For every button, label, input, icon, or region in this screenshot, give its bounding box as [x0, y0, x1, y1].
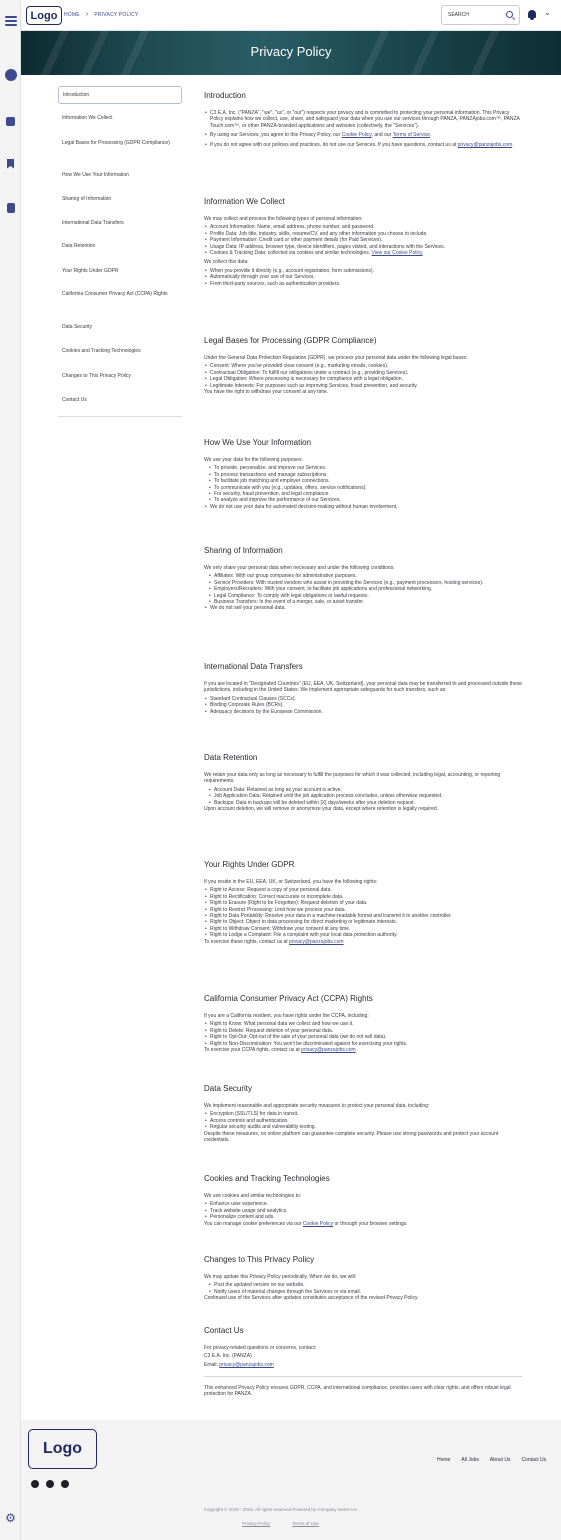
cookie-policy-link[interactable]: View our Cookie Policy — [371, 250, 423, 257]
search-placeholder: SEARCH — [448, 12, 469, 18]
list-item: • Notify users of material changes through the Services or via email. — [204, 1289, 522, 1295]
toc-item-how-we-use[interactable]: How We Use Your Information — [62, 172, 129, 178]
list-item: • Usage Data: IP address, browser type, device identifiers, pages visited, and interactions with the Services. — [204, 244, 522, 250]
list-item: • From third-party sources, such as authentication providers. — [204, 281, 522, 287]
list-item: • Right to Delete: Request deletion of your personal data. — [204, 1028, 522, 1034]
section-heading: Changes to This Privacy Policy — [204, 1255, 315, 1264]
list-item: • When you provide it directly (e.g., account registration, form submissions). — [204, 268, 522, 274]
terms-of-use-link[interactable]: Terms of Use — [292, 1521, 319, 1526]
list-item: • Employers/Recruiters: With your consent, to facilitate job applications and professional networking. — [204, 586, 522, 592]
bookmark-icon[interactable] — [4, 157, 17, 170]
list-item: • Regular security audits and vulnerability testing. — [204, 1124, 522, 1130]
section-contact: Contact Us For privacy-related questions or concerns, contact: C3 E.A. Inc. (PANZA) Email: privacy@panzajobs.com — [204, 1326, 522, 1370]
page-title: Privacy Policy — [250, 44, 332, 59]
email-link[interactable]: privacy@panzajobs.com — [301, 1047, 356, 1054]
briefcase-icon[interactable] — [4, 115, 17, 128]
cookie-policy-link[interactable]: Cookie Policy — [341, 132, 372, 139]
toc-item-sharing[interactable]: Sharing of Information — [62, 196, 112, 202]
list-item: • Track website usage and analytics. — [204, 1208, 522, 1214]
list-item: • Right to Withdraw Consent: Withdraw your consent at any time. — [204, 926, 522, 932]
section-heading: Sharing of Information — [204, 546, 283, 555]
search-icon[interactable] — [506, 11, 513, 18]
dashboard-icon[interactable] — [4, 68, 17, 81]
footer-link-all-jobs[interactable]: All Jobs — [461, 1457, 479, 1463]
section-heading: How We Use Your Information — [204, 438, 312, 447]
list-item: • Personalize content and ads. — [204, 1214, 522, 1220]
list-item: • Service Providers: With trusted vendors who assist in providing the Services (e.g., payment processors, hosting services). — [204, 580, 522, 586]
toc-item-international-transfers[interactable]: International Data Transfers — [62, 220, 124, 226]
toc-item-changes[interactable]: Changes to This Privacy Policy — [62, 373, 131, 379]
social-links — [31, 1480, 69, 1488]
list-item: • Backups: Data in backups will be deleted within [X] days/weeks after your deletion request. — [204, 800, 522, 806]
section-heading: Contact Us — [204, 1326, 244, 1335]
list-item: • Right to Opt-Out: Opt-out of the sale of your personal data (we do not sell data). — [204, 1034, 522, 1040]
paragraph: • If you do not agree with our policies and practices, do not use our Services. If you have questions, contact us at privacy@panzajobs.com. — [204, 142, 522, 148]
list-item: • Job Application Data: Retained until the job application process concludes, unless otherwise requested. — [204, 793, 522, 799]
list-item: • Legal Compliance: To comply with legal obligations or lawful requests. — [204, 593, 522, 599]
section-heading: Data Retention — [204, 753, 258, 762]
list-item: • Payment Information: Credit card or other payment details (for Paid Services). — [204, 237, 522, 243]
breadcrumb — [64, 11, 138, 18]
section-ccpa-rights: California Consumer Privacy Act (CCPA) Rights If you are a California resident, you have rights under the CCPA, including: • Right to Know: What personal data we collect and how we use it. • Right to Delete: Request deletion of your personal data. • Right to Opt-Out: Opt-out of the sale of your personal data (we do not sell data). • Right to Non-Discrimination: You won't be discriminated against for exercising your rights. To exercise your CCPA rights, contact us at privacy@panzajobs.com — [204, 994, 522, 1055]
list-item: • Standard Contractual Clauses (SCCs). — [204, 696, 522, 702]
list-item: • Right to Non-Discrimination: You won't be discriminated against for exercising your rights. — [204, 1041, 522, 1047]
section-introduction — [204, 91, 522, 148]
list-item: • Post the updated version on our website. — [204, 1282, 522, 1288]
list-item: • Encryption (SSL/TLS) for data in transit. — [204, 1111, 522, 1117]
toc-item-legal-bases[interactable]: Legal Bases for Processing (GDPR Compliance) — [62, 140, 170, 146]
list-item: • Right to Know: What personal data we collect and how we use it. — [204, 1021, 522, 1027]
settings-gear-icon[interactable]: ⚙ — [5, 1510, 16, 1525]
list-item: • Right to Lodge a Complaint: File a complaint with your local data protection authority. — [204, 932, 522, 938]
toc-item-introduction[interactable]: Introduction — [58, 86, 182, 104]
section-legal-bases: Legal Bases for Processing (GDPR Compliance) Under the General Data Protection Regulation (GDPR), we process your personal data under the following legal bases: • Consent: Where you've provided clear consent (e.g., marketing emails, cookies). • Contractual Obligation: To fulfill our obligations under a contract (e.g., providing Services). • Legal Obligation: Where processing is necessary for compliance with a legal obligation. • Legitimate Interests: For purposes such as improving Services, fraud prevention, and security. You have the right to withdraw your consent at any time. — [204, 336, 522, 397]
left-rail — [0, 0, 21, 1540]
list-item: • Right to Access: Request a copy of your personal data. — [204, 887, 522, 893]
copyright-text: Copyright © 2019 - 2025. All rights reserved Powered by Company Name Inc — [203, 1507, 358, 1512]
section-gdpr-rights: Your Rights Under GDPR If you reside in the EU, EEA, UK, or Switzerland, you have the following rights: • Right to Access: Request a copy of your personal data. • Right to Rectification: Correct inaccurate or incomplete data. • Right to Erasure (Right to be Forgotten): Request deletion of your data. • Right to Restrict Processing: Limit how we process your data. • Right to Data Portability: Receive your data in a machine-readable format and transmit it to another controller. • Right to Object: Object to data processing for direct marketing or legitimate interests. • Right to Withdraw Consent: Withdraw your consent at any time. • Right to Lodge a Complaint: File a complaint with your local data protection authority. To exercise these rights, contact us at privacy@panzajobs.com — [204, 860, 522, 947]
section-data-retention: Data Retention We retain your data only as long as necessary to fulfill the purposes for which it was collected, including legal, accounting, or reporting requirements. • Account Data: Retained as long as your account is active. • Job Application Data: Retained until the job application process concludes, unless otherwise requested. • Backups: Data in backups will be deleted within [X] days/weeks after your deletion request. Upon account deletion, we will remove or anonymize your data, except where retention is legally required. — [204, 753, 522, 814]
list-item: • Affiliates: With our group companies for administrative purposes. — [204, 573, 522, 579]
toc-item-data-retention[interactable]: Data Retention — [62, 243, 96, 249]
list-item: • Legitimate Interests: For purposes such as improving Services, fraud prevention, and security. — [204, 383, 522, 389]
list-item: • We do not sell your personal data. — [204, 605, 522, 611]
list-item: • Automatically through your use of our Services. — [204, 274, 522, 280]
section-heading: California Consumer Privacy Act (CCPA) Rights — [204, 994, 373, 1003]
footer-nav — [437, 1457, 546, 1463]
list-item: • Adequacy decisions by the European Commission. — [204, 709, 522, 715]
section-how-we-use: How We Use Your Information We use your data for the following purposes: • To provide, personalize, and improve our Services. • To process transactions and manage subscriptions. • To facilitate job matching and employer connections. • To communicate with you (e.g., updates, offers, service notifications). • For security, fraud prevention, and legal compliance. • To analyze and improve the performance of our Services. • We do not use your data for automated decision-making without human involvement. — [204, 438, 522, 510]
list-item: • Right to Rectification: Correct inaccurate or incomplete data. — [204, 894, 522, 900]
list-item: • We do not use your data for automated decision-making without human involvement. — [204, 504, 522, 510]
linkedin-icon[interactable] — [46, 1480, 54, 1488]
paragraph: • By using our Services, you agree to this Privacy Policy, our Cookie Policy, and our Terms of Service. — [204, 132, 522, 138]
footer-logo[interactable]: Logo — [28, 1429, 97, 1469]
list-item: • To provide, personalize, and improve our Services. — [204, 465, 522, 471]
list-item: • Cookies & Tracking Data: collected via cookies and similar technologies. View our Cookie Policy — [204, 250, 522, 256]
breadcrumb-current: PRIVACY POLICY — [94, 11, 139, 18]
list-item: • Profile Data: Job title, industry, skills, resume/CV, and any other information you choose to include. — [204, 231, 522, 237]
email-link[interactable]: privacy@panzajobs.com — [457, 141, 513, 148]
notification-bell-icon[interactable] — [528, 10, 536, 18]
section-heading: Information We Collect — [204, 197, 285, 206]
list-item: • To facilitate job matching and employer connections. — [204, 478, 522, 484]
list-item: • Right to Restrict Processing: Limit how we process your data. — [204, 907, 522, 913]
list-item: • To analyze and improve the performance of our Services. — [204, 497, 522, 503]
privacy-policy-link[interactable]: Privacy Policy — [242, 1521, 271, 1526]
chevron-down-icon[interactable]: ⌄ — [544, 8, 551, 17]
list-item: • Account Data: Retained as long as your account is active. — [204, 787, 522, 793]
top-header — [21, 0, 561, 31]
toc-item-information-we-collect[interactable]: Information We Collect — [62, 115, 113, 121]
toc-item-contact[interactable]: Contact Us — [62, 397, 87, 403]
list-item: • Legal Obligation: Where processing is necessary for compliance with a legal obligation. — [204, 376, 522, 382]
section-heading: Legal Bases for Processing (GDPR Compliance) — [204, 336, 377, 345]
facebook-icon[interactable] — [31, 1480, 39, 1488]
paragraph: • C3 E.A. Inc. ("PANZA", "we", "us", or "our") respects your privacy and is committed to protecting your personal information. This Privacy Policy explains how we collect, use, share, and safeguard your data when you use our services through PANZA, PANZAjobs.com™, PANZA Touch.com™, or other PANZA-branded applications and websites (collectively, the "Services"). — [204, 110, 522, 129]
footer-link-contact-us[interactable]: Contact Us — [521, 1457, 547, 1463]
closing-statement: This enhanced Privacy Policy ensures GDPR, CCPA, and international compliance, provides users with clear rights, and offers robust legal protection for PANZA. — [204, 1376, 522, 1398]
breadcrumb-home[interactable]: HOME — [64, 11, 80, 18]
instagram-icon[interactable] — [61, 1480, 69, 1488]
list-item: • Enhance user experience. — [204, 1201, 522, 1207]
section-international-transfers: International Data Transfers If you are located in "Designated Countries" (EU, EEA, UK, Switzerland), your personal data may be transferred to and processed outside these jurisdictions, including in the United States. We implement appropriate safeguards for such transfers, such as: • Standard Contractual Clauses (SCCs). • Binding Corporate Rules (BCRs). • Adequacy decisions by the European Commission. — [204, 662, 522, 715]
list-item: • Account Information: Name, email address, phone number, and password. — [204, 224, 522, 230]
section-cookies: Cookies and Tracking Technologies We use cookies and similar technologies to: • Enhance user experience. • Track website usage and analytics. • Personalize content and ads. You can manage cookie preferences via our Cookie Policy or through your browser settings. — [204, 1174, 522, 1229]
section-heading: International Data Transfers — [204, 662, 303, 671]
document-icon[interactable] — [4, 201, 17, 214]
section-data-security: Data Security We implement reasonable and appropriate security measures to protect your personal data, including: • Encryption (SSL/TLS) for data in transit. • Access controls and authentication. • Regular security audits and vulnerability testing. Despite these measures, no online platform can guarantee complete security. Please use strong passwords and protect your account credentials. — [204, 1084, 522, 1145]
section-heading: Data Security — [204, 1084, 253, 1093]
header-logo[interactable]: Logo — [26, 6, 62, 25]
section-information-we-collect: Information We Collect We may collect and process the following types of personal information: • Account Information: Name, email address, phone number, and password. • Profile Data: Job title, industry, skills, resume/CV, and any other information you choose to include. • Payment Information: Credit card or other payment details (for Paid Services). • Usage Data: IP address, browser type, device identifiers, pages visited, and interactions with the Services. • Cookies & Tracking Data: collected via cookies and similar technologies. View our Cookie Policy We collect this data: • When you provide it directly (e.g., account registration, form submissions). • Automatically through your use of our Services. • From third-party sources, such as authentication providers. — [204, 197, 522, 287]
toc-divider — [58, 416, 182, 417]
section-heading: Your Rights Under GDPR — [204, 860, 295, 869]
list-item: • Contractual Obligation: To fulfill our obligations under a contract (e.g., providing Services). — [204, 370, 522, 376]
footer-link-about-us[interactable]: About Us — [489, 1457, 511, 1463]
list-item: • Right to Erasure (Right to be Forgotten): Request deletion of your data. — [204, 900, 522, 906]
list-item: • Right to Object: Object to data processing for direct marketing or legitimate interests. — [204, 919, 522, 925]
list-item: • To process transactions and manage subscriptions. — [204, 472, 522, 478]
section-changes: Changes to This Privacy Policy We may update this Privacy Policy periodically. When we do, we will: • Post the updated version on our website. • Notify users of material changes through the Services or via email. Continued use of the Services after updates constitutes acceptance of the revised Privacy Policy. — [204, 1255, 522, 1304]
toc-item-ccpa-rights[interactable]: California Consumer Privacy Act (CCPA) Rights — [62, 291, 168, 297]
email-link[interactable]: privacy@panzajobs.com — [289, 938, 344, 945]
toc-item-gdpr-rights[interactable]: Your Rights Under GDPR — [62, 268, 119, 274]
section-heading: Cookies and Tracking Technologies — [204, 1174, 330, 1183]
toc-item-data-security[interactable]: Data Security — [62, 324, 93, 330]
cookie-policy-link[interactable]: Cookie Policy — [302, 1220, 334, 1227]
legal-links — [0, 1521, 561, 1526]
list-item: • For security, fraud prevention, and legal compliance. — [204, 491, 522, 497]
toc-item-cookies[interactable]: Cookies and Tracking Technologies — [62, 348, 141, 354]
list-item: • Access controls and authentication. — [204, 1118, 522, 1124]
terms-of-service-link[interactable]: Terms of Service — [392, 132, 430, 139]
list-item: • Business Transfers: In the event of a merger, sale, or asset transfer. — [204, 599, 522, 605]
search-input[interactable] — [441, 5, 520, 25]
section-sharing: Sharing of Information We only share your personal data when necessary and under the following conditions: • Affiliates: With our group companies for administrative purposes. • Service Providers: With trusted vendors who assist in providing the Services (e.g., payment processors, hosting services). • Employers/Recruiters: With your consent, to facilitate job applications and professional networking. • Legal Compliance: To comply with legal obligations or lawful requests. • Business Transfers: In the event of a merger, sale, or asset transfer. • We do not sell your personal data. — [204, 546, 522, 612]
section-heading: Introduction — [204, 91, 246, 100]
hero-banner — [21, 31, 561, 75]
email-link[interactable]: privacy@panzajobs.com — [219, 1361, 274, 1368]
list-item: • To communicate with you (e.g., updates, offers, service notifications). — [204, 485, 522, 491]
breadcrumb-separator-icon: › — [85, 11, 89, 18]
list-item: • Right to Data Portability: Receive your data in a machine-readable format and transmit it to another controller. — [204, 913, 522, 919]
list-item: • Binding Corporate Rules (BCRs). — [204, 702, 522, 708]
menu-icon[interactable] — [4, 14, 17, 27]
list-item: • Consent: Where you've provided clear consent (e.g., marketing emails, cookies). — [204, 363, 522, 369]
footer-link-home[interactable]: Home — [437, 1457, 451, 1463]
